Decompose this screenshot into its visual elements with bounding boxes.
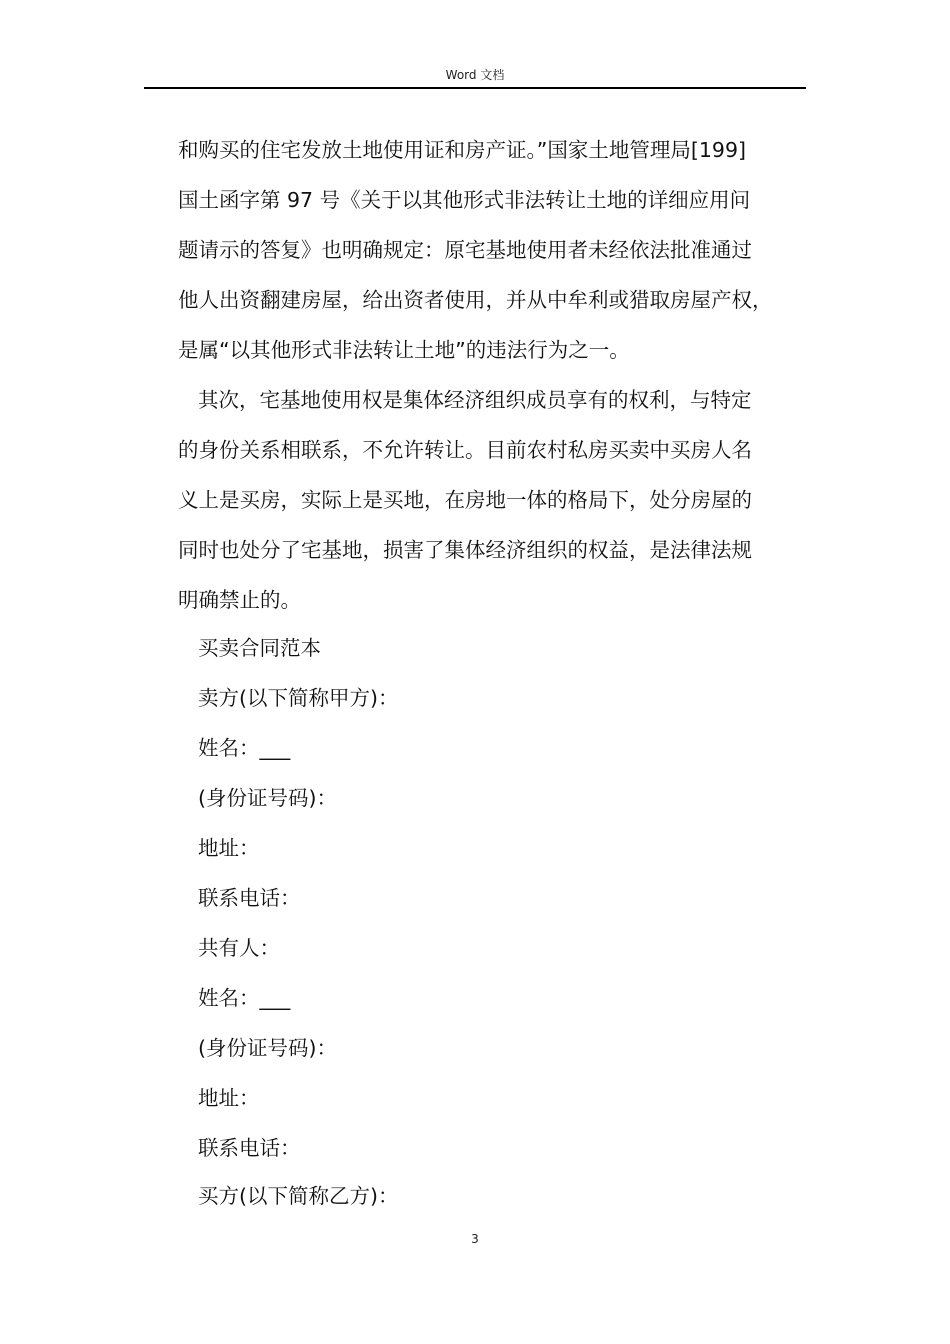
- paragraph-line: 义上是买房，实际上是买地，在房地一体的格局下，处分房屋的: [178, 488, 752, 512]
- co-owner-id-field: (身份证号码)：: [198, 1036, 337, 1060]
- header-title: Word 文档: [445, 68, 505, 82]
- paragraph-line: 其次，宅基地使用权是集体经济组织成员享有的权利，与特定: [198, 388, 752, 412]
- seller-phone-field: 联系电话：: [198, 886, 301, 910]
- co-owner-name-field: 姓名：___: [198, 986, 291, 1010]
- seller-id-field: (身份证号码)：: [198, 786, 337, 810]
- paragraph-line: 明确禁止的。: [178, 588, 301, 612]
- co-owner-phone-field: 联系电话：: [198, 1136, 301, 1160]
- paragraph-line: 的身份关系相联系，不允许转让。目前农村私房买卖中买房人名: [178, 438, 752, 462]
- page-number: 3: [471, 1232, 479, 1246]
- paragraph-line: 同时也处分了宅基地，损害了集体经济组织的权益，是法律法规: [178, 538, 752, 562]
- seller-heading: 卖方(以下简称甲方)：: [198, 686, 399, 710]
- buyer-heading: 买方(以下简称乙方)：: [198, 1184, 399, 1208]
- seller-address-field: 地址：: [198, 836, 260, 860]
- paragraph-line: 题请示的答复》也明确规定：原宅基地使用者未经依法批准通过: [178, 238, 752, 262]
- co-owner-address-field: 地址：: [198, 1086, 260, 1110]
- paragraph-line: 和购买的住宅发放土地使用证和房产证。”国家土地管理局[199]: [178, 138, 746, 162]
- co-owner-heading: 共有人：: [198, 936, 280, 960]
- header-divider: [144, 87, 806, 89]
- contract-title: 买卖合同范本: [198, 636, 321, 660]
- paragraph-line: 国土函字第 97 号《关于以其他形式非法转让土地的详细应用问: [178, 188, 751, 212]
- seller-name-field: 姓名：___: [198, 736, 291, 760]
- paragraph-line: 是属“以其他形式非法转让土地”的违法行为之一。: [178, 338, 630, 362]
- paragraph-line: 他人出资翻建房屋，给出资者使用，并从中牟利或猎取房屋产权，: [178, 288, 773, 312]
